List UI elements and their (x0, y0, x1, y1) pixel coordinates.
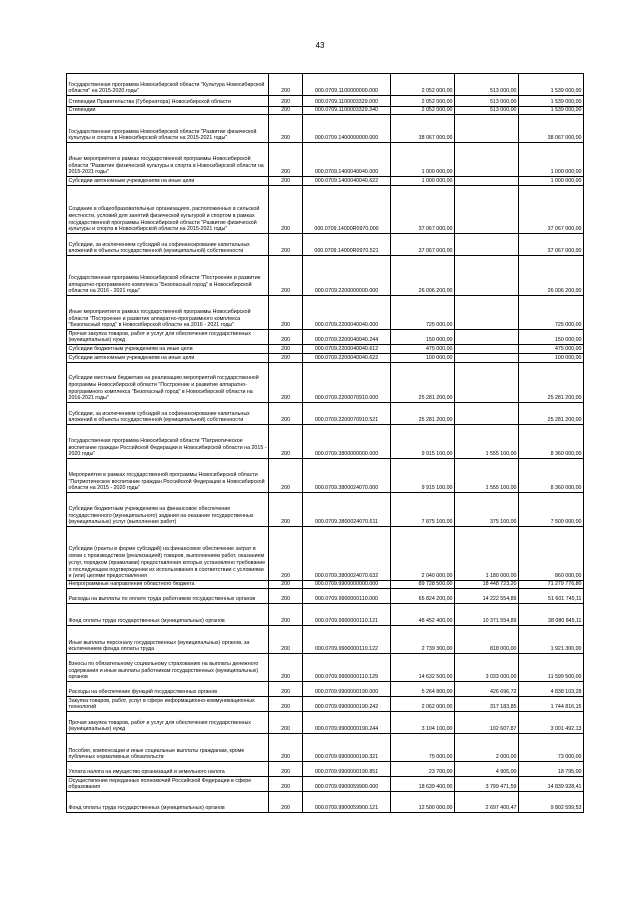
row-ministry-code: 200 (269, 234, 303, 256)
row-total-amount: 48 452 400,00 (391, 604, 455, 626)
row-name: Фонд оплаты труда государственных (муниципальных) органов (67, 792, 269, 813)
row-name: Пособия, компенсации и иные социальные выплаты гражданам, кроме публичных нормативных обязательств (67, 734, 269, 762)
row-name: Иные мероприятия в рамках государственной программы Новосибирской области "Построение и развитие аппаратно-программного комплекса "Безопасный город" в Новосибирской области на 2016 - 2021 годы" (67, 296, 269, 330)
row-budget-code: 000.0709.9900000110.122 (303, 626, 391, 654)
table-row (67, 330, 584, 345)
table-row (67, 792, 584, 813)
table-row (67, 403, 584, 425)
row-name: Мероприятия в рамках государственной программы Новосибирской области "Патриотическое воспитание граждан Российской Федерации в Новосибирской области на 2015 - 2020 годы" (67, 459, 269, 493)
row-total-amount: 5 264 800,00 (391, 682, 455, 697)
row-remainder-amount: 475 000,00 (519, 345, 584, 354)
row-name: Уплата налога на имущество организаций и земельного налога (67, 762, 269, 777)
row-total-amount: 9 915 100,00 (391, 425, 455, 459)
table-row (67, 296, 584, 330)
row-budget-code: 000.0709.2200000000.000 (303, 256, 391, 296)
row-name: Государственная программа Новосибирской области "Патриотическое воспитание граждан Российской Федерации в Новосибирской области на 2015 - 2020 годы" (67, 425, 269, 459)
row-budget-code: 000.0709.9900000110.121 (303, 604, 391, 626)
row-ministry-code: 200 (269, 604, 303, 626)
table-row (67, 777, 584, 792)
row-total-amount: 18 639 400,00 (391, 777, 455, 792)
row-total-amount: 75 000,00 (391, 734, 455, 762)
table-row (67, 589, 584, 604)
row-ministry-code: 200 (269, 143, 303, 177)
row-total-amount: 38 067 000,00 (391, 115, 455, 143)
row-remainder-amount: 1 539 000,00 (519, 96, 584, 107)
row-budget-code: 000.0709.9900000190.321 (303, 734, 391, 762)
row-executed-amount: 513 000,00 (455, 96, 519, 107)
row-budget-code: 000.0709.9900059900.121 (303, 792, 391, 813)
row-ministry-code: 200 (269, 762, 303, 777)
row-executed-amount (455, 296, 519, 330)
row-ministry-code: 200 (269, 345, 303, 354)
row-ministry-code: 200 (269, 256, 303, 296)
row-name: Прочая закупка товаров, работ и услуг для обеспечения государственных (муниципальных) нужд (67, 330, 269, 345)
table-row (67, 425, 584, 459)
table-row (67, 345, 584, 354)
row-ministry-code: 200 (269, 581, 303, 589)
row-remainder-amount: 1 000 000,00 (519, 143, 584, 177)
row-remainder-amount: 1 000 000,00 (519, 177, 584, 186)
row-executed-amount (455, 345, 519, 354)
row-name: Субсидии автономным учреждениям на иные цели (67, 354, 269, 363)
row-executed-amount (455, 143, 519, 177)
row-name: Субсидии автономным учреждениям на иные цели (67, 177, 269, 186)
row-name: Непрограммные направления областного бюджета (67, 581, 269, 589)
row-name: Субсидии, за исключением субсидий на софинансирование капитальных вложений в объекты государственной (муниципальной) собственности (67, 234, 269, 256)
row-ministry-code: 200 (269, 177, 303, 186)
row-name: Взносы по обязательному социальному страхованию на выплаты денежного содержания и иные выплаты работникам государственных (муниципальных) органов (67, 654, 269, 682)
page-number: 43 (315, 41, 325, 50)
table-row (67, 107, 584, 115)
row-ministry-code: 200 (269, 96, 303, 107)
row-remainder-amount: 1 539 000,00 (519, 107, 584, 115)
table-row (67, 493, 584, 527)
row-budget-code: 000.0709.2200070910.521 (303, 403, 391, 425)
row-executed-amount: 10 371 554,89 (455, 604, 519, 626)
row-name: Субсидии бюджетным учреждениям на финансовое обеспечение государственного (муниципального) задания на оказание государственных (муниципальных) услуг (выполнение работ) (67, 493, 269, 527)
row-ministry-code: 200 (269, 403, 303, 425)
row-total-amount: 2 739 300,00 (391, 626, 455, 654)
row-ministry-code: 200 (269, 654, 303, 682)
row-budget-code: 000.0709.9900000000.000 (303, 581, 391, 589)
row-ministry-code: 200 (269, 425, 303, 459)
row-budget-code: 000.0709.2200040040.612 (303, 345, 391, 354)
row-budget-code: 000.0709.3800024070.611 (303, 493, 391, 527)
row-executed-amount (455, 354, 519, 363)
table-row (67, 697, 584, 712)
row-ministry-code: 200 (269, 296, 303, 330)
row-total-amount: 2 052 000,00 (391, 107, 455, 115)
row-ministry-code: 200 (269, 459, 303, 493)
row-total-amount: 725 000,00 (391, 296, 455, 330)
row-ministry-code: 200 (269, 186, 303, 234)
row-name: Стипендии Правительства (Губернатора) Новосибирской области (67, 96, 269, 107)
row-executed-amount (455, 177, 519, 186)
row-total-amount: 2 062 000,00 (391, 697, 455, 712)
row-total-amount: 2 052 000,00 (391, 96, 455, 107)
row-budget-code: 000.0709.9900000190.000 (303, 682, 391, 697)
row-remainder-amount: 37 067 000,00 (519, 234, 584, 256)
row-total-amount: 23 700,00 (391, 762, 455, 777)
row-remainder-amount: 38 080 845,11 (519, 604, 584, 626)
row-remainder-amount: 14 839 928,41 (519, 777, 584, 792)
row-name: Субсидии местным бюджетам на реализацию мероприятий государственной программы Новосибирской области "Построение и развитие аппаратно-программного комплекса "Безопасный город" в Новосибирской области на 2016-2021 годы" (67, 363, 269, 403)
row-budget-code: 000.0709.1100003329.340 (303, 107, 391, 115)
row-executed-amount: 1 555 100,00 (455, 425, 519, 459)
row-executed-amount (455, 403, 519, 425)
row-remainder-amount: 11 599 500,00 (519, 654, 584, 682)
row-ministry-code: 200 (269, 792, 303, 813)
row-total-amount: 65 824 200,00 (391, 589, 455, 604)
table-row (67, 581, 584, 589)
row-ministry-code: 200 (269, 527, 303, 581)
row-budget-code: 000.0709.2200070910.000 (303, 363, 391, 403)
row-budget-code: 000.0709.14000R0970.000 (303, 186, 391, 234)
row-remainder-amount: 71 279 776,80 (519, 581, 584, 589)
table-row (67, 712, 584, 734)
row-total-amount: 7 875 100,00 (391, 493, 455, 527)
row-total-amount: 12 500 000,00 (391, 792, 455, 813)
row-total-amount: 14 632 500,00 (391, 654, 455, 682)
row-budget-code: 000.0709.9900000110.000 (303, 589, 391, 604)
table-row (67, 363, 584, 403)
table-row (67, 734, 584, 762)
row-ministry-code: 200 (269, 734, 303, 762)
row-name: Государственная программа Новосибирской области "Построение и развитие аппаратно-программного комплекса "Безопасный город" в Новосибирской области на 2016 - 2021 годы" (67, 256, 269, 296)
table-row (67, 527, 584, 581)
row-budget-code: 000.0709.3800024070.000 (303, 459, 391, 493)
row-executed-amount: 513 000,00 (455, 107, 519, 115)
row-total-amount: 150 000,00 (391, 330, 455, 345)
table-row (67, 186, 584, 234)
row-budget-code: 000.0709.9900059900.000 (303, 777, 391, 792)
row-total-amount: 25 281 200,00 (391, 403, 455, 425)
row-ministry-code: 200 (269, 115, 303, 143)
row-budget-code: 000.0709.2200040040.000 (303, 296, 391, 330)
row-executed-amount (455, 115, 519, 143)
table-row (67, 177, 584, 186)
row-remainder-amount: 26 006 200,00 (519, 256, 584, 296)
row-budget-code: 000.0709.9900000190.244 (303, 712, 391, 734)
row-budget-code: 000.0709.1400040040.000 (303, 143, 391, 177)
row-name: Иные выплаты персоналу государственных (муниципальных) органов, за исключением фонда оплаты труда (67, 626, 269, 654)
row-executed-amount (455, 234, 519, 256)
row-budget-code: 000.0709.1100000000.000 (303, 74, 391, 96)
table-row (67, 115, 584, 143)
row-total-amount: 37 067 000,00 (391, 186, 455, 234)
row-budget-code: 000.0709.3800000000.000 (303, 425, 391, 459)
row-total-amount: 26 006 200,00 (391, 256, 455, 296)
row-name: Расходы на обеспечение функций государственных органов (67, 682, 269, 697)
row-executed-amount: 4 905,00 (455, 762, 519, 777)
row-total-amount: 475 000,00 (391, 345, 455, 354)
row-budget-code: 000.0709.2200040040.244 (303, 330, 391, 345)
row-remainder-amount: 4 838 103,28 (519, 682, 584, 697)
row-name: Расходы на выплаты по оплате труда работников государственных органов (67, 589, 269, 604)
row-remainder-amount: 9 802 599,53 (519, 792, 584, 813)
row-ministry-code: 200 (269, 697, 303, 712)
table-row (67, 354, 584, 363)
row-name: Государственная программа Новосибирской области "Развитие физической культуры и спорта в Новосибирской области на 2015-2021 годы" (67, 115, 269, 143)
table-row (67, 626, 584, 654)
table-row (67, 234, 584, 256)
row-budget-code: 000.0709.1100003329.000 (303, 96, 391, 107)
row-remainder-amount: 860 000,00 (519, 527, 584, 581)
row-executed-amount (455, 186, 519, 234)
row-total-amount: 89 728 500,00 (391, 581, 455, 589)
table-row (67, 256, 584, 296)
row-executed-amount: 317 183,85 (455, 697, 519, 712)
row-name: Государственная программа Новосибирской области "Культура Новосибирской области" на 2015-2020 годы" (67, 74, 269, 96)
row-executed-amount (455, 256, 519, 296)
budget-table-body (67, 74, 584, 813)
row-name: Создание в общеобразовательных организациях, расположенных в сельской местности, условий для занятий физической культурой и спортом в рамках государственной программы Новосибирской области "Развитие физической культуры и спорта в Новосибирской области на 2015-2021 годы" (67, 186, 269, 234)
row-name: Субсидии (гранты в форме субсидий) на финансовое обеспечение затрат в связи с производством (реализацией) товаров, выполнением работ, оказанием услуг, порядком (правилами) предоставления которых установлено требование о последующем подтверждении их использования в соответствии с условиями и (или) целями предоставления (67, 527, 269, 581)
row-executed-amount: 1 555 100,00 (455, 459, 519, 493)
row-budget-code: 000.0709.1400000000.000 (303, 115, 391, 143)
table-row (67, 74, 584, 96)
row-remainder-amount: 8 360 000,00 (519, 425, 584, 459)
row-executed-amount: 14 222 554,89 (455, 589, 519, 604)
row-ministry-code: 200 (269, 363, 303, 403)
row-name: Стипендии (67, 107, 269, 115)
row-executed-amount: 2 697 400,47 (455, 792, 519, 813)
row-executed-amount: 2 000,00 (455, 734, 519, 762)
table-row (67, 143, 584, 177)
row-name: Иные мероприятия в рамках государственной программы Новосибирской области "Развитие физической культуры и спорта в Новосибирской области на 2015-2021 годы" (67, 143, 269, 177)
row-name: Фонд оплаты труда государственных (муниципальных) органов (67, 604, 269, 626)
row-executed-amount: 818 000,00 (455, 626, 519, 654)
table-row (67, 682, 584, 697)
row-remainder-amount: 3 001 492,13 (519, 712, 584, 734)
row-remainder-amount: 73 000,00 (519, 734, 584, 762)
row-budget-code: 000.0709.1400040040.622 (303, 177, 391, 186)
row-total-amount: 37 067 000,00 (391, 234, 455, 256)
row-ministry-code: 200 (269, 107, 303, 115)
row-remainder-amount: 1 921 300,00 (519, 626, 584, 654)
row-remainder-amount: 7 500 000,00 (519, 493, 584, 527)
row-remainder-amount: 100 000,00 (519, 354, 584, 363)
row-executed-amount: 375 100,00 (455, 493, 519, 527)
row-budget-code: 000.0709.3800024070.632 (303, 527, 391, 581)
row-budget-code: 000.0709.2200040040.622 (303, 354, 391, 363)
table-row (67, 96, 584, 107)
row-total-amount: 9 915 100,00 (391, 459, 455, 493)
row-remainder-amount: 38 067 000,00 (519, 115, 584, 143)
row-name: Субсидии, за исключением субсидий на софинансирование капитальных вложений в объекты государственной (муниципальной) собственности (67, 403, 269, 425)
row-name: Прочая закупка товаров, работ и услуг для обеспечения государственных (муниципальных) нужд (67, 712, 269, 734)
row-ministry-code: 200 (269, 712, 303, 734)
row-executed-amount: 3 033 000,00 (455, 654, 519, 682)
row-ministry-code: 200 (269, 354, 303, 363)
row-budget-code: 000.0709.9900000190.851 (303, 762, 391, 777)
row-remainder-amount: 25 281 200,00 (519, 403, 584, 425)
row-remainder-amount: 37 067 000,00 (519, 186, 584, 234)
row-executed-amount: 3 799 471,59 (455, 777, 519, 792)
budget-table (66, 73, 584, 813)
row-executed-amount: 1 180 000,00 (455, 527, 519, 581)
row-executed-amount (455, 330, 519, 345)
row-name: Закупка товаров, работ, услуг в сфере информационно-коммуникационных технологий (67, 697, 269, 712)
row-ministry-code: 200 (269, 493, 303, 527)
row-executed-amount: 426 696,72 (455, 682, 519, 697)
row-remainder-amount: 8 360 000,00 (519, 459, 584, 493)
row-remainder-amount: 1 539 000,00 (519, 74, 584, 96)
table-row (67, 762, 584, 777)
row-executed-amount: 513 000,00 (455, 74, 519, 96)
row-total-amount: 3 104 100,00 (391, 712, 455, 734)
row-ministry-code: 200 (269, 682, 303, 697)
row-remainder-amount: 25 281 200,00 (519, 363, 584, 403)
row-remainder-amount: 1 744 816,15 (519, 697, 584, 712)
table-row (67, 459, 584, 493)
row-total-amount: 100 000,00 (391, 354, 455, 363)
row-executed-amount (455, 363, 519, 403)
row-remainder-amount: 51 601 745,11 (519, 589, 584, 604)
table-row (67, 604, 584, 626)
row-total-amount: 1 000 000,00 (391, 177, 455, 186)
row-budget-code: 000.0709.9900000190.242 (303, 697, 391, 712)
row-ministry-code: 200 (269, 626, 303, 654)
row-ministry-code: 200 (269, 330, 303, 345)
row-executed-amount: 18 448 723,20 (455, 581, 519, 589)
row-total-amount: 25 281 200,00 (391, 363, 455, 403)
row-total-amount: 2 052 000,00 (391, 74, 455, 96)
row-ministry-code: 200 (269, 589, 303, 604)
row-ministry-code: 200 (269, 777, 303, 792)
row-remainder-amount: 18 795,00 (519, 762, 584, 777)
row-ministry-code: 200 (269, 74, 303, 96)
row-remainder-amount: 150 000,00 (519, 330, 584, 345)
row-total-amount: 2 040 000,00 (391, 527, 455, 581)
row-remainder-amount: 725 000,00 (519, 296, 584, 330)
row-name: Осуществление переданных полномочий Российской Федерации в сфере образования (67, 777, 269, 792)
row-executed-amount: 102 607,87 (455, 712, 519, 734)
row-name: Субсидии бюджетным учреждениям на иные цели (67, 345, 269, 354)
row-budget-code: 000.0709.9900000110.129 (303, 654, 391, 682)
row-budget-code: 000.0709.14000R0970.521 (303, 234, 391, 256)
row-total-amount: 1 000 000,00 (391, 143, 455, 177)
table-row (67, 654, 584, 682)
